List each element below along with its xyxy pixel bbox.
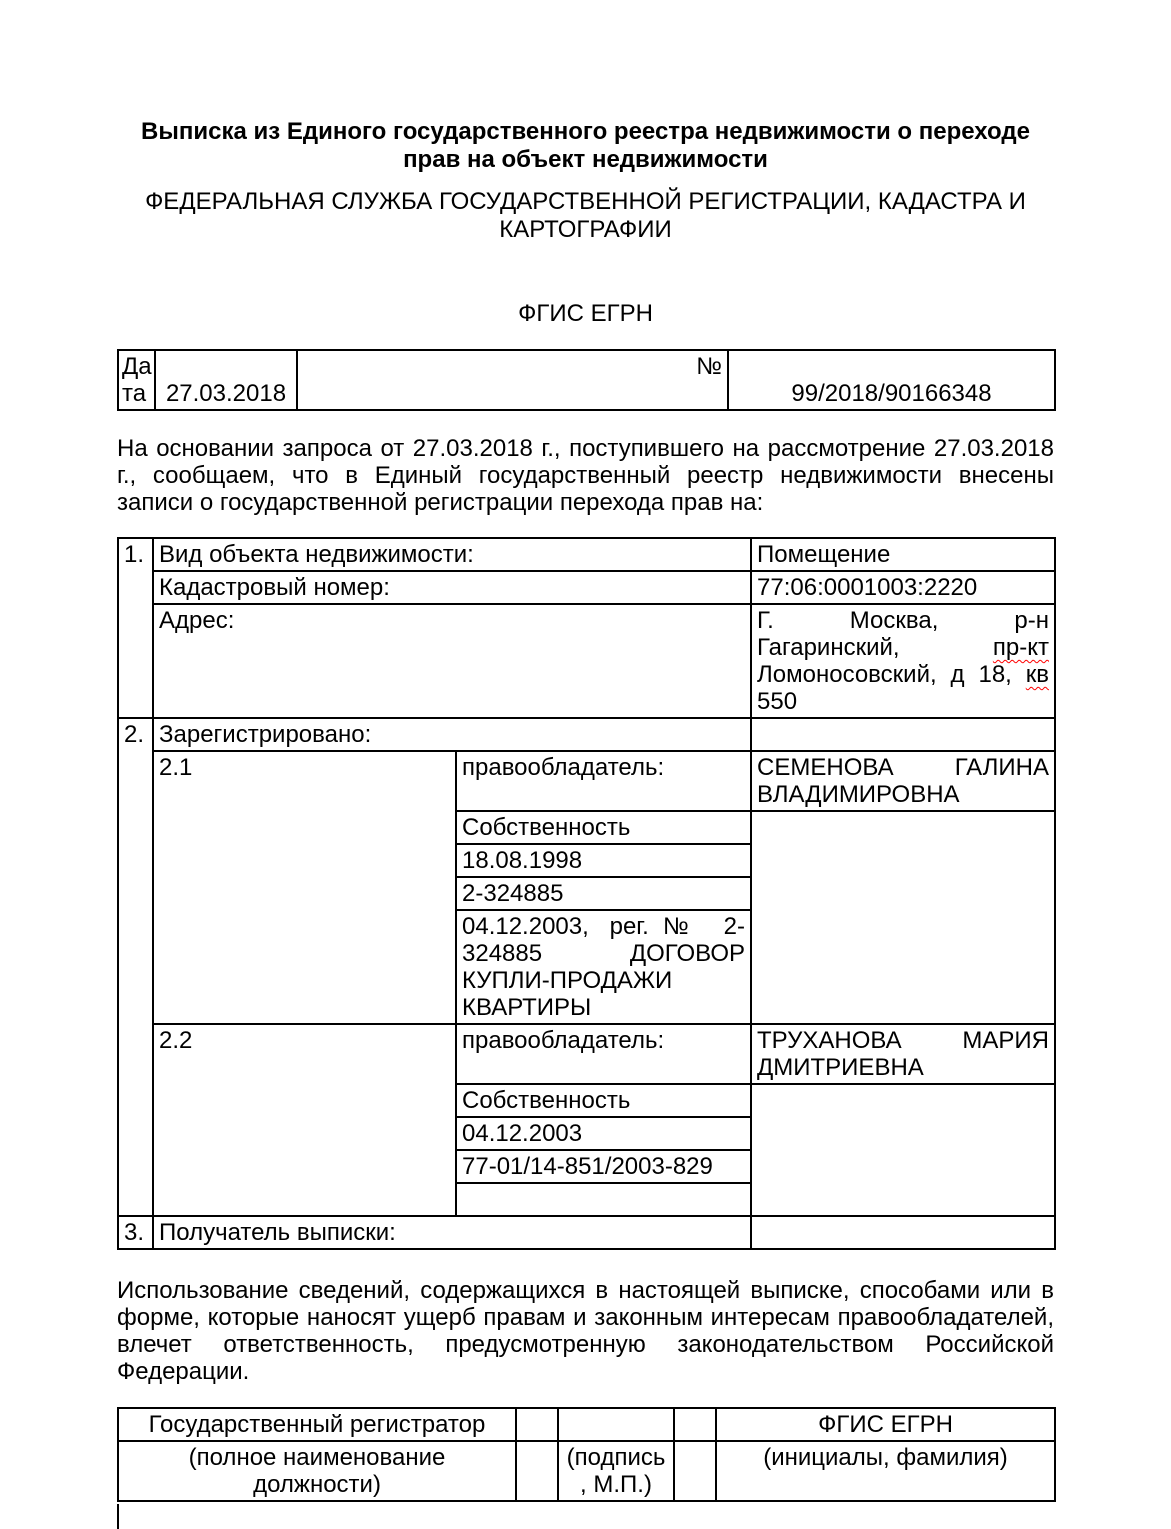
section-number: 3. [118, 1216, 153, 1249]
object-type-label: Вид объекта недвижимости: [153, 538, 751, 571]
table-row [118, 1216, 1055, 1249]
registration-number: 77-01/14-851/2003-829 [456, 1150, 751, 1183]
registration-number: 2-324885 [456, 877, 751, 910]
registration-index: 2.2 [153, 1024, 456, 1216]
empty-cell [558, 1408, 674, 1441]
table-row [118, 604, 1055, 718]
registration-index: 2.1 [153, 751, 456, 1024]
system-name: ФГИС ЕГРН [518, 300, 653, 327]
empty-cell [751, 1216, 1055, 1249]
date-label: Дата [118, 350, 155, 410]
text-cursor [117, 1504, 119, 1529]
registration-basis [456, 1183, 751, 1216]
registration-basis: 04.12.2003, рег.№ 2-324885 ДОГОВОР КУПЛИ-ПРОДАЖИ КВАРТИРЫ [456, 910, 751, 1024]
agency-name: ФЕДЕРАЛЬНАЯ СЛУЖБА ГОСУДАРСТВЕННОЙ РЕГИСТРАЦИИ, КАДАСТРА И КАРТОГРАФИИ [145, 188, 1026, 243]
date-number-row [118, 350, 1055, 410]
empty-cell [674, 1408, 716, 1441]
table-row [118, 1024, 1055, 1084]
address-part: Ломоносовский, д 18, [757, 661, 1026, 688]
intro-paragraph: На основании запроса от 27.03.2018 г., поступившего на рассмотрение 27.03.2018 г., сообщаем, что в Единый государственный реестр недвижимости внесены записи о государственной регистрации перехода прав на: [117, 435, 1054, 516]
address-label: Адрес: [153, 604, 751, 718]
records-table [117, 537, 1056, 1250]
address-misspelled-word: пр-кт [992, 634, 1050, 661]
empty-cell [516, 1408, 558, 1441]
registered-label: Зарегистрировано: [153, 718, 751, 751]
holder-label: правообладатель: [456, 751, 751, 811]
registrar-label: Государственный регистратор [118, 1408, 516, 1441]
number-label: № [297, 350, 728, 410]
right-type: Собственность [456, 1084, 751, 1117]
empty-cell [674, 1441, 716, 1501]
registration-date: 18.08.1998 [456, 844, 751, 877]
position-note: (полное наименование должности) [118, 1441, 516, 1501]
signature-note: (подпись, М.П.) [558, 1441, 674, 1501]
section-number: 1. [118, 538, 153, 718]
object-type-value: Помещение [751, 538, 1055, 571]
registration-date: 04.12.2003 [456, 1117, 751, 1150]
holder-name: СЕМЕНОВА ГАЛИНА ВЛАДИМИРОВНА [751, 751, 1055, 811]
address-part: 550 [757, 688, 798, 715]
holder-name: ТРУХАНОВА МАРИЯ ДМИТРИЕВНА [751, 1024, 1055, 1084]
address-value [751, 604, 1055, 718]
table-row [118, 538, 1055, 571]
signature-table [117, 1407, 1056, 1502]
address-misspelled-word: кв [1025, 661, 1050, 688]
system-value: ФГИС ЕГРН [716, 1408, 1055, 1441]
empty-cell [751, 1084, 1055, 1216]
cadastral-label: Кадастровый номер: [153, 571, 751, 604]
holder-label: правообладатель: [456, 1024, 751, 1084]
recipient-label: Получатель выписки: [153, 1216, 751, 1249]
right-type: Собственность [456, 811, 751, 844]
address-part: Г. Москва, р-н Гагаринский, [757, 607, 1050, 661]
signature-row-labels [118, 1408, 1055, 1441]
document-title: Выписка из Единого государственного реестра недвижимости о переходе прав на объект недвижимости [141, 118, 1030, 173]
warning-paragraph: Использование сведений, содержащихся в настоящей выписке, способами или в форме, которые наносят ущерб правам и законным интересам правообладателей, влечет ответственность, предусмотренную законодательством Российской Федерации. [117, 1277, 1054, 1385]
table-row [118, 718, 1055, 751]
date-value: 27.03.2018 [155, 350, 297, 410]
number-value: 99/2018/90166348 [728, 350, 1055, 410]
empty-cell [751, 718, 1055, 751]
signature-row-notes [118, 1441, 1055, 1501]
section-number: 2. [118, 718, 153, 1216]
date-number-table [117, 349, 1056, 411]
table-row [118, 751, 1055, 811]
cadastral-value: 77:06:0001003:2220 [751, 571, 1055, 604]
name-note: (инициалы, фамилия) [716, 1441, 1055, 1501]
document-page [117, 0, 1054, 1529]
empty-cell [516, 1441, 558, 1501]
table-row [118, 571, 1055, 604]
empty-cell [751, 811, 1055, 1024]
